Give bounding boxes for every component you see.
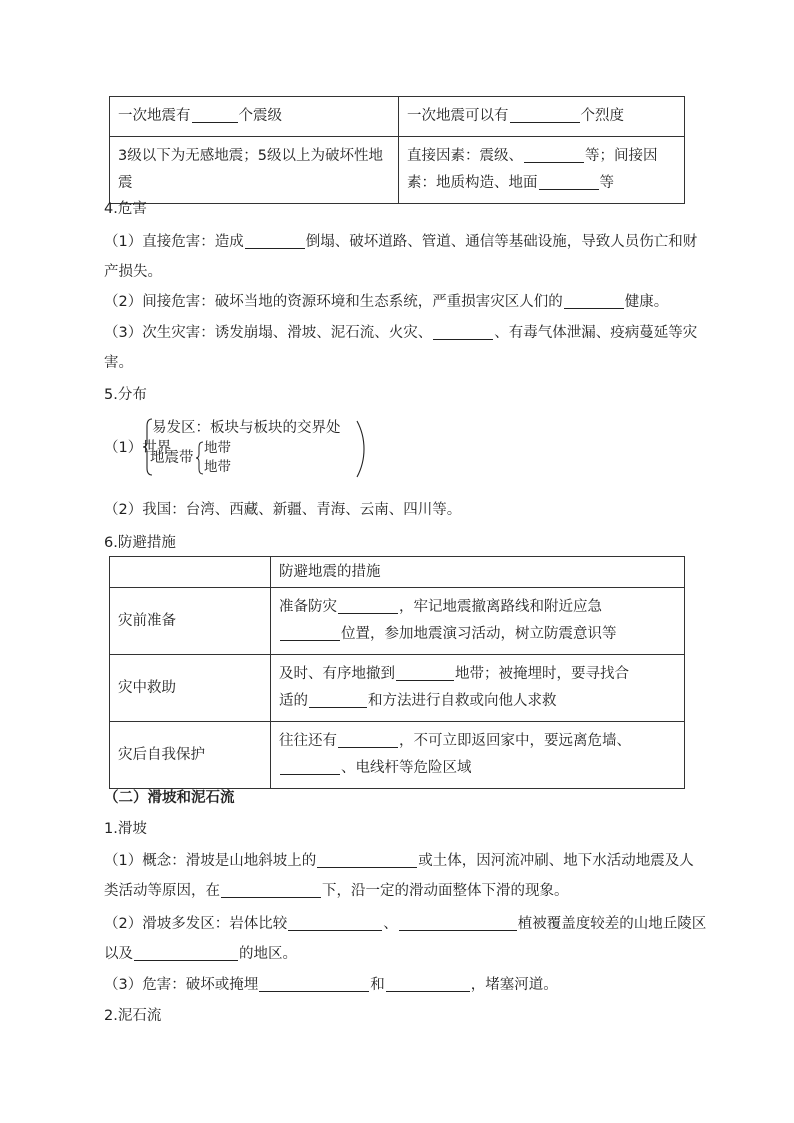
fill-blank[interactable]: [288, 914, 382, 931]
table-row: [110, 557, 685, 588]
belt-label: 地震带: [150, 450, 194, 466]
fill-blank[interactable]: [134, 944, 238, 961]
table-cell: 直接因素：震级、 等；间接因素：地质构造、地面 等: [399, 137, 685, 204]
fill-blank[interactable]: [221, 881, 321, 898]
belt-item: 地带: [204, 440, 231, 456]
fill-blank[interactable]: [524, 146, 584, 163]
fill-blank[interactable]: [338, 597, 398, 614]
paragraph: （3）危害：破坏或掩埋 和 ，堵塞河道。: [104, 977, 558, 993]
table-cell: 灾后自我保护: [110, 722, 271, 789]
paragraph: 害。: [104, 355, 133, 371]
table-row: [110, 97, 685, 137]
paragraph: 产损失。: [104, 264, 162, 280]
table-cell: 3级以下为无感地震；5级以上为破坏性地震: [110, 137, 399, 204]
section-title: 6.防避措施: [104, 535, 176, 551]
table-row: [110, 655, 685, 722]
section-title: 1.滑坡: [104, 821, 147, 837]
table-cell: 一次地震可以有 个烈度: [399, 97, 685, 137]
prone-area-text: 易发区：板块与板块的交界处: [152, 420, 341, 436]
paragraph: 以及 的地区。: [104, 946, 297, 962]
fill-blank[interactable]: [245, 232, 305, 249]
table-cell: [110, 557, 271, 588]
fill-blank[interactable]: [510, 106, 580, 123]
fill-blank[interactable]: [280, 758, 340, 775]
fill-blank[interactable]: [433, 323, 493, 340]
inner-brace-icon: [196, 441, 204, 475]
paragraph: （1）概念：滑坡是山地斜坡上的 或土体，因河流冲刷、地下水活动地震及人: [104, 853, 694, 869]
paragraph: 类活动等原因，在 下，沿一定的滑动面整体下滑的现象。: [104, 883, 569, 899]
right-paren-icon: [356, 420, 366, 478]
fill-blank[interactable]: [309, 691, 367, 708]
table-row: [110, 588, 685, 655]
belt-item: 地带: [204, 459, 231, 475]
magnitude-intensity-table: [109, 96, 685, 204]
earthquake-measures-table: [109, 556, 685, 789]
table-cell: 一次地震有 个震级: [110, 97, 399, 137]
fill-blank[interactable]: [399, 914, 517, 931]
table-row: [110, 137, 685, 204]
fill-blank[interactable]: [386, 975, 470, 992]
world-label: （1）世界: [104, 440, 172, 456]
table-cell: 及时、有序地撤到 地带；被掩埋时，要寻找合 适的 和方法进行自救或向他人求救: [271, 655, 685, 722]
fill-blank[interactable]: [317, 851, 417, 868]
fill-blank[interactable]: [564, 292, 624, 309]
paragraph: （2）间接危害：破坏当地的资源环境和生态系统，严重损害灾区人们的 健康。: [104, 294, 669, 310]
section-heading: （二）滑坡和泥石流: [104, 790, 235, 806]
fill-blank[interactable]: [280, 624, 340, 641]
paragraph: （2）滑坡多发区：岩体比较 、 植被覆盖度较差的山地丘陵区: [104, 916, 707, 932]
table-row: [110, 722, 685, 789]
fill-blank[interactable]: [539, 173, 599, 190]
table-header-cell: 防避地震的措施: [271, 557, 685, 588]
table-cell: 往往还有 ，不可立即返回家中，要远离危墙、 、电线杆等危险区域: [271, 722, 685, 789]
section-title: 2.泥石流: [104, 1008, 162, 1024]
section-title: 5.分布: [104, 387, 147, 403]
table-cell: 灾前准备: [110, 588, 271, 655]
fill-blank[interactable]: [338, 731, 398, 748]
fill-blank[interactable]: [259, 975, 369, 992]
paragraph: （1）直接危害：造成 倒塌、破坏道路、管道、通信等基础设施，导致人员伤亡和财: [104, 234, 698, 250]
table-cell: 准备防灾 ，牢记地震撤离路线和附近应急 位置，参加地震演习活动，树立防震意识等: [271, 588, 685, 655]
paragraph: （2）我国：台湾、西藏、新疆、青海、云南、四川等。: [104, 502, 462, 518]
fill-blank[interactable]: [192, 106, 238, 123]
table-cell: 灾中救助: [110, 655, 271, 722]
section-title: 4.危害: [104, 201, 147, 217]
fill-blank[interactable]: [396, 664, 454, 681]
paragraph: （3）次生灾害：诱发崩塌、滑坡、泥石流、火灾、 、有毒气体泄漏、疫病蔓延等灾: [104, 325, 698, 341]
